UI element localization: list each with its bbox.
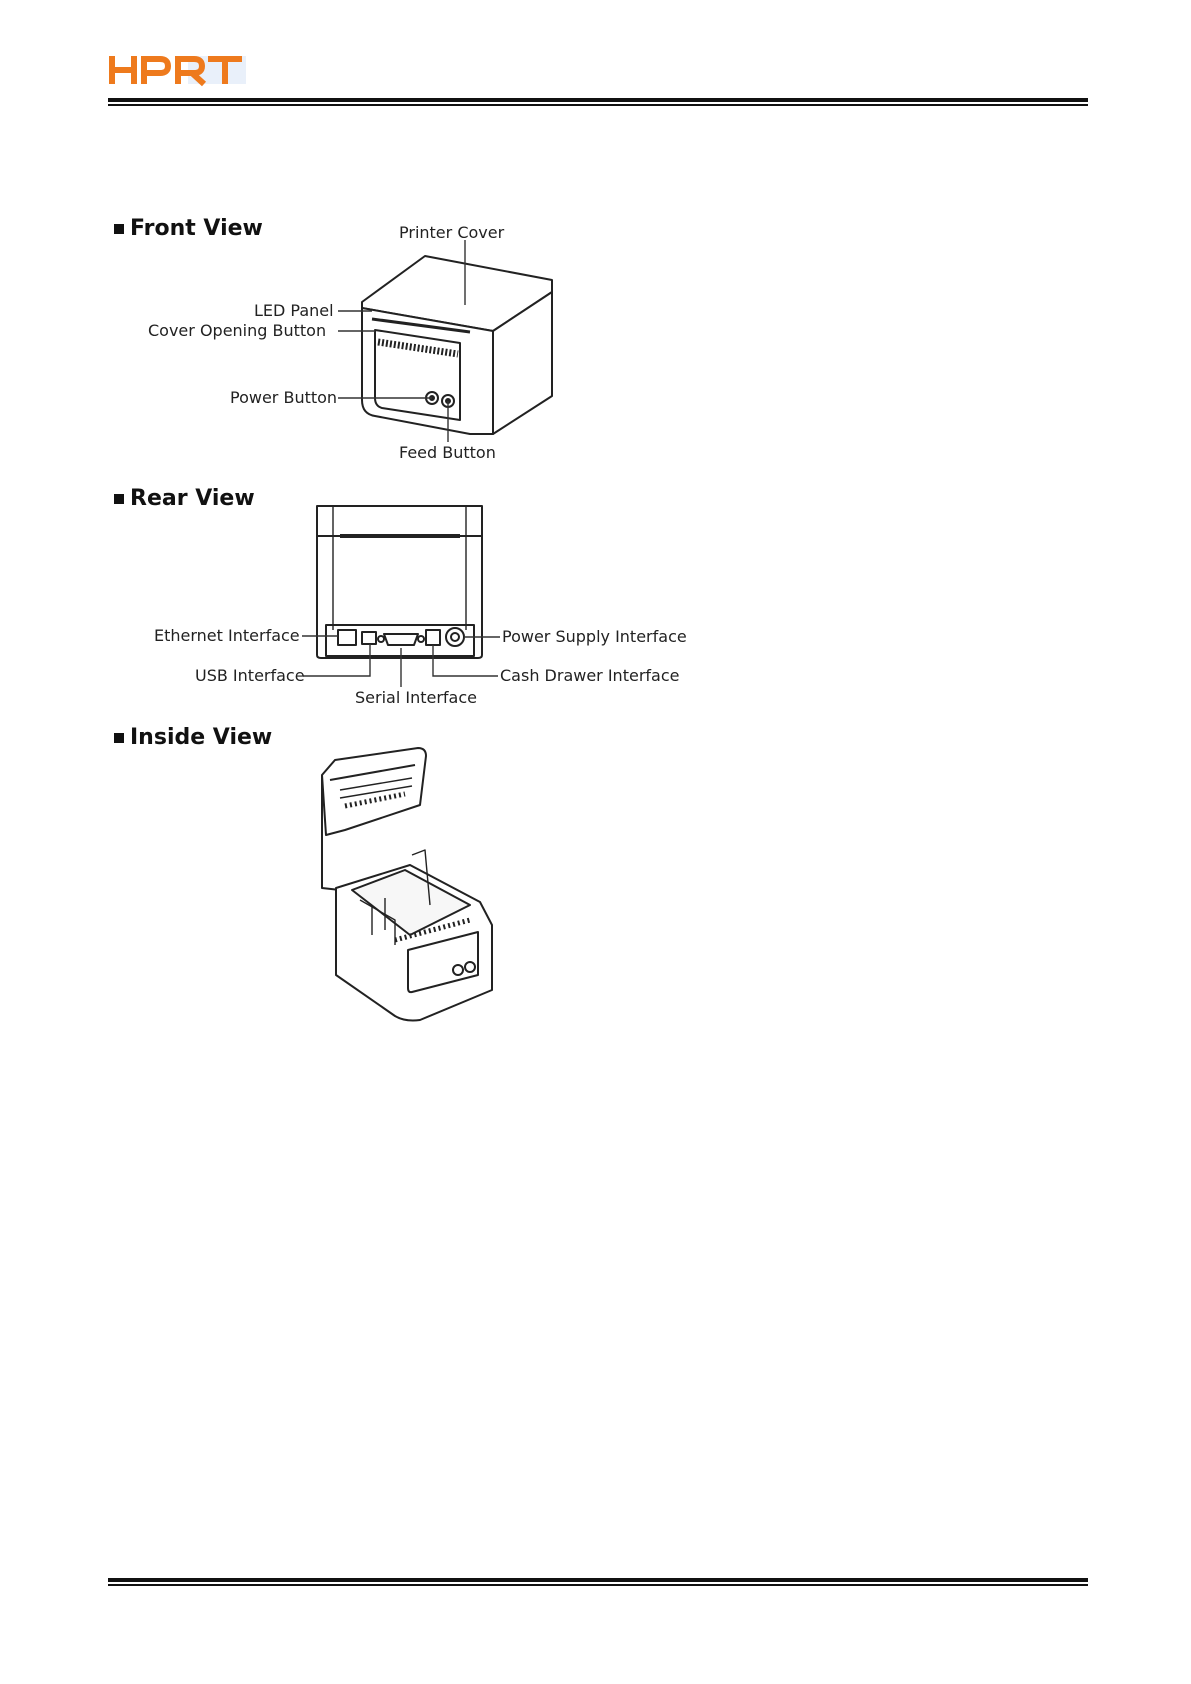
footer-rule — [108, 1578, 1088, 1586]
label-power-supply-interface: Power Supply Interface — [502, 627, 687, 646]
label-printer-cover: Printer Cover — [399, 223, 505, 242]
label-feed-button: Feed Button — [399, 443, 496, 462]
section-title-rear: Rear View — [114, 486, 255, 511]
label-serial-interface: Serial Interface — [355, 688, 477, 707]
label-cash-drawer-interface: Cash Drawer Interface — [500, 666, 680, 685]
label-ethernet-interface: Ethernet Interface — [154, 626, 300, 645]
label-led-panel: LED Panel — [254, 301, 334, 320]
section-title-front: Front View — [114, 216, 263, 241]
label-usb-interface: USB Interface — [195, 666, 305, 685]
label-cover-opening-button: Cover Opening Button — [148, 321, 327, 340]
section-title-inside: Inside View — [114, 725, 272, 750]
label-power-button: Power Button — [230, 388, 338, 407]
